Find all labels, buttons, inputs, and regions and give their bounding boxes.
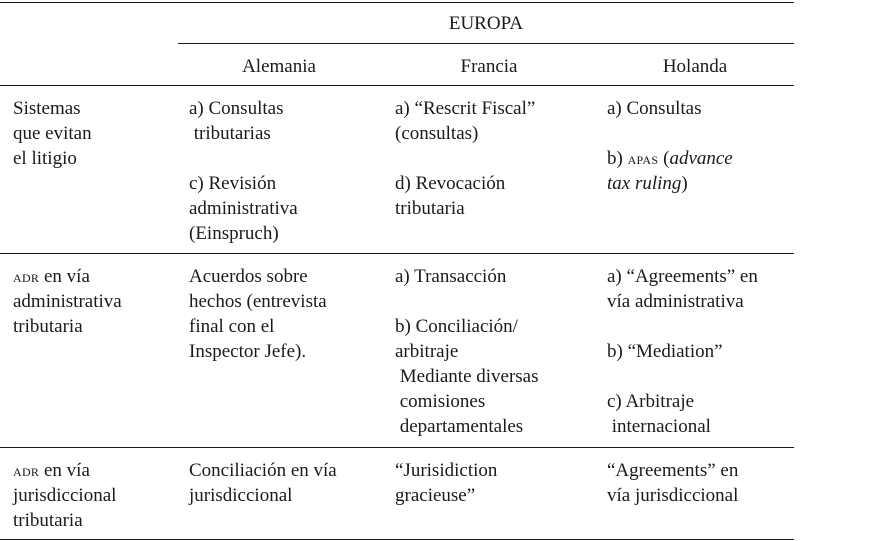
cell-line: Acuerdos sobre [189, 266, 308, 287]
row-3-alemania-cell [189, 458, 337, 508]
cell-line: tributaria [395, 198, 465, 219]
text-fragment: en vía [39, 460, 90, 481]
column-header-holanda: Holanda [662, 56, 728, 77]
cell-line: administrativa [189, 198, 298, 219]
row-2-label-line: administrativa [13, 291, 122, 312]
cell-line: b) Conciliación/ [395, 316, 518, 337]
cell-line: jurisdiccional [189, 485, 293, 506]
spacer [607, 121, 733, 146]
cell-line: a) Consultas [189, 98, 284, 119]
text-fragment: en vía [39, 266, 90, 287]
spacer [607, 364, 758, 389]
cell-line: vía jurisdiccional [607, 485, 739, 506]
cell-line: (consultas) [395, 123, 479, 144]
spacer [395, 146, 535, 171]
text-fragment: ) [681, 173, 688, 194]
cell-line: vía administrativa [607, 291, 744, 312]
row-1-francia-cell [395, 96, 535, 221]
row-1-label-line: Sistemas [13, 98, 81, 119]
row-1-alemania-cell [189, 96, 298, 246]
cell-line: a) “Rescrit Fiscal” [395, 98, 536, 119]
cell-line: departamentales [395, 416, 524, 437]
cell-line: internacional [607, 416, 711, 437]
row-1-holanda-cell [607, 96, 733, 196]
group-header-europa: EUROPA [448, 13, 524, 34]
cell-line: comisiones [395, 391, 486, 412]
spacer [189, 146, 298, 171]
abbreviation-apas: apas [627, 149, 659, 168]
table-top-rule [0, 2, 794, 3]
row-3-francia-cell [395, 458, 497, 508]
row-3-holanda-cell [607, 458, 738, 508]
header-bottom-rule [0, 85, 794, 86]
row-2-alemania-cell [189, 264, 327, 364]
cell-line: “Jurisidiction [395, 460, 498, 481]
column-header-alemania: Alemania [242, 56, 316, 77]
italic-term: advance [669, 148, 733, 169]
cell-line: c) Revisión [189, 173, 277, 194]
row-2-francia-cell [395, 264, 539, 439]
cell-line: arbitraje [395, 341, 459, 362]
row-1-label-line: el litigio [13, 148, 77, 169]
row-2-bottom-rule [0, 447, 794, 448]
cell-line: final con el [189, 316, 275, 337]
abbreviation-adr: adr [13, 267, 40, 286]
abbreviation-adr: adr [13, 461, 40, 480]
cell-line: “Agreements” en [607, 460, 739, 481]
cell-line [607, 146, 733, 171]
text-fragment: ( [658, 148, 670, 169]
cell-line: a) Consultas [607, 98, 702, 119]
table-bottom-rule [0, 539, 794, 540]
cell-line: Mediante diversas [395, 366, 539, 387]
cell-line: Inspector Jefe). [189, 341, 307, 362]
cell-line: gracieuse” [395, 485, 476, 506]
spacer [395, 289, 539, 314]
cell-line: a) “Agreements” en [607, 266, 758, 287]
cell-line: (Einspruch) [189, 223, 279, 244]
row-3-label-line: jurisdiccional [13, 485, 117, 506]
cell-line [607, 171, 733, 196]
text-fragment: b) [607, 148, 628, 169]
row-3-label-line [13, 458, 116, 483]
group-header-rule [178, 43, 794, 44]
row-1-bottom-rule [0, 253, 794, 254]
row-2-label-line [13, 264, 122, 289]
row-2-label [13, 264, 122, 339]
italic-term: tax ruling [607, 173, 682, 194]
column-header-francia: Francia [460, 56, 518, 77]
cell-line: d) Revocación [395, 173, 506, 194]
cell-line: hechos (entrevista [189, 291, 327, 312]
row-2-holanda-cell [607, 264, 758, 439]
row-2-label-line: tributaria [13, 316, 83, 337]
row-1-label-line: que evitan [13, 123, 92, 144]
spacer [607, 314, 758, 339]
cell-line: a) Transacción [395, 266, 507, 287]
cell-line: Conciliación en vía [189, 460, 337, 481]
cell-line: tributarias [189, 123, 271, 144]
cell-line: b) “Mediation” [607, 341, 723, 362]
row-3-label [13, 458, 116, 533]
row-1-label [13, 96, 92, 171]
cell-line: c) Arbitraje [607, 391, 695, 412]
row-3-label-line: tributaria [13, 510, 83, 531]
